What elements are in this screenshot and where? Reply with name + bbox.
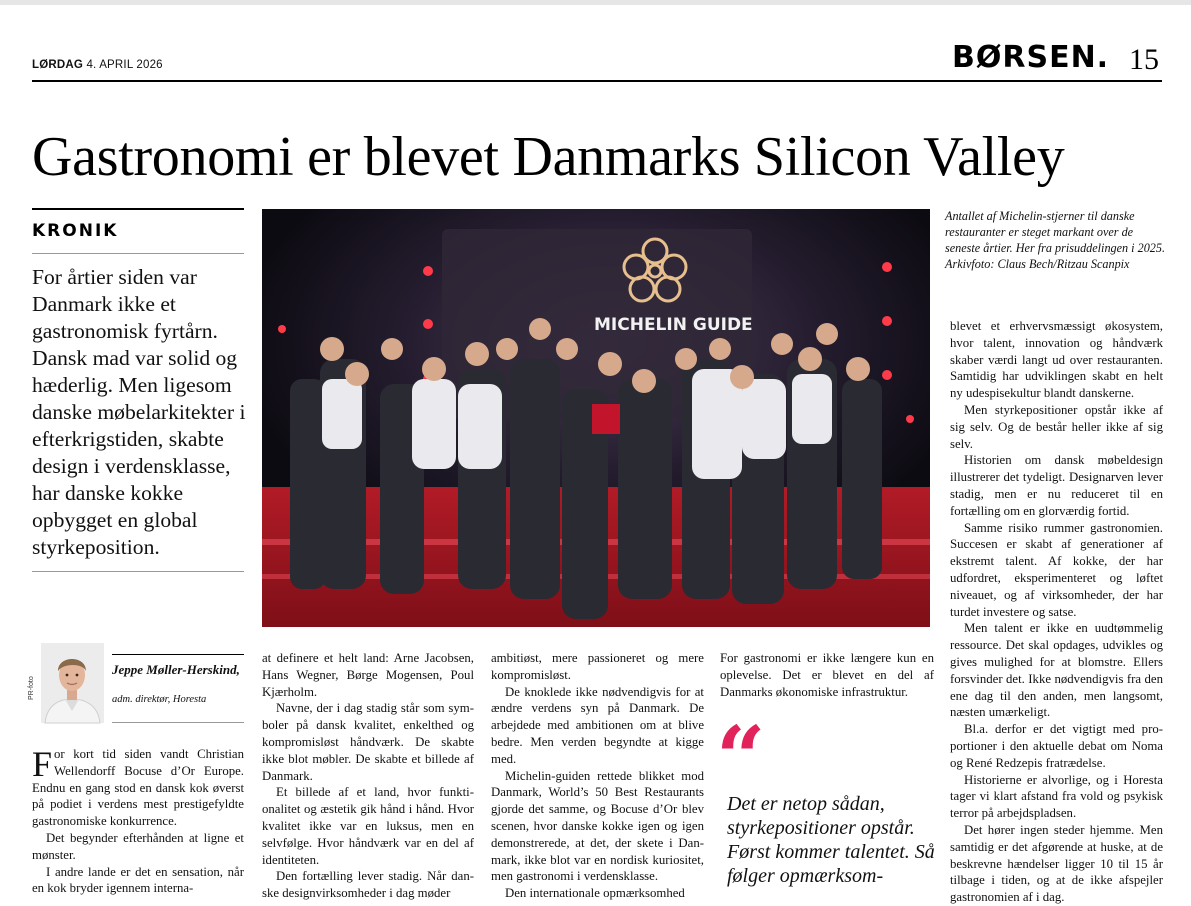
issue-date xyxy=(32,59,163,71)
body-paragraph: Bl.a. derfor er det vigtigt med proportioner i den aktuelle debat om Noma og René Redzepis fratrædelse. xyxy=(950,722,1163,770)
photo-caption-text: Antallet af Michelin-stjerner til danske restauranter er steget markant over de seneste årtier. Her fra prisuddelingen i 2025. Arkivfoto: Claus Bech/Ritzau Scanpix xyxy=(945,209,1166,271)
author-rule xyxy=(112,654,244,655)
body-paragraph: For gastronomi er ikke længere kun en oplevelse. Det er blevet en del af Danmarks økonomiske infrastruktur. xyxy=(720,651,934,699)
issue-day: LØRDAG xyxy=(32,59,84,71)
issue-date-text: 4. APRIL 2026 xyxy=(86,59,163,71)
lead-text: For årtier siden var Danmark ikke et gastronomisk fyrtårn. Dansk mad var solid og hæderlig. Men ligesom danske møbelarkitekter i efterkrigstiden, skabte design i verdensklasse, har danske kokke opbygget en global styrkeposition. xyxy=(32,265,246,559)
page-number: 15 xyxy=(1129,43,1159,76)
author-role: adm. direktør, Horesta xyxy=(112,694,207,705)
section-rule xyxy=(32,208,244,210)
author-photo xyxy=(41,643,104,723)
body-paragraph: Historien om dansk møbeldesign illustrerer det tydeligt. Designarven lever stadig, men er nu reduceret til en fortælling om en glorværdig fortid. xyxy=(950,453,1163,518)
body-paragraph: De knoklede ikke nødvendigvis for at ændre verdens syn på Danmark. De arbejdede med ambitionen om at blive bedre. Men verden begyndte at kigge med. xyxy=(491,684,704,766)
body-paragraph: Navne, der i dag stadig står som symboler på dansk kvalitet, enkelthed og kompromisløst håndværk. De skabte ikke blot møbler. De skabte et billede af Danmark. xyxy=(262,701,474,783)
article-headline: Gastronomi er blevet Danmarks Silicon Valley xyxy=(32,126,1065,188)
body-paragraph: Et billede af et land, hvor funktionalitet og æstetik gik hånd i hånd. Hvor kvalitet ikke var en luksus, men en selvfølge. Hvor håndværk var en del af identiteten. xyxy=(262,785,474,867)
paragraph-text: or kort tid siden vandt Christian Wellendorff Bocuse d’Or Europe. Endnu en gang stod en dansk kok øverst på podiet i verdens mest prestigefyldte gastronomiske konkurrence. xyxy=(32,747,244,829)
body-column-3 xyxy=(491,650,704,902)
header-rule xyxy=(32,80,1162,82)
lead-divider xyxy=(32,571,244,572)
drop-cap: F xyxy=(32,744,53,784)
body-paragraph: Det hører ingen steder hjemme. Men samtidig er det afgørende at huske, at de beskrevne hændelser ligger 10 til 15 år tilbage i tiden, og at de ikke afspejler gastronomien af i dag. xyxy=(950,822,1163,905)
body-column-1 xyxy=(32,746,244,897)
body-paragraph: Men talent er ikke en uudtømmelig ressource. Det skal opdages, udvikles og gives mulighed for at blomstre. Ellers forsvinder det. Ikke nødvendigvis fra den ene dag til den anden, men langsomt, næsten umærkeligt. xyxy=(950,621,1163,720)
body-paragraph: at definere et helt land: Arne Jacobsen, Hans Wegner, Børge Mogensen, Poul Kjærholm. xyxy=(262,651,474,699)
body-column-4 xyxy=(720,650,934,700)
body-paragraph: I andre lande er det en sensation, når en kok bryder igennem interna- xyxy=(32,864,244,896)
body-column-5 xyxy=(950,318,1163,906)
body-paragraph: Den fortælling lever stadig. Når danske designvirksomheder i dag møder xyxy=(262,869,474,901)
body-paragraph: Michelin-guiden rettede blikket mod Danmark, World’s 50 Best Restaurants gjorde det samme, og Bocuse d’Or blev scenen, hvor danske kokke igen og igen demonstrerede, at det, der skete i Danmark, ikke blot var en nordisk kuriositet, men gastronomi i verdensklasse. xyxy=(491,768,704,884)
body-paragraph: Historierne er alvorlige, og i Horesta tager vi klart afstand fra vold og psykisk terror på arbejdspladsen. xyxy=(950,772,1163,821)
body-paragraph: ambitiøst, mere passioneret og mere kompromisløst. xyxy=(491,651,704,682)
section-divider xyxy=(32,253,244,254)
author-divider xyxy=(112,722,244,723)
photo-caption xyxy=(945,208,1170,272)
body-column-2 xyxy=(262,650,474,902)
section-label: KRONIK xyxy=(32,221,119,241)
body-paragraph: Det begynder efterhånden at ligne et mønster. xyxy=(32,830,244,862)
quote-mark-icon: “ xyxy=(716,708,766,809)
body-paragraph: Den internationale opmærksomhed xyxy=(505,886,685,901)
body-paragraph: Samme risiko rummer gastronomien. Succesen er skabt af generationer af ekstremt talent. Af kokke, der har udfordret, eksperimenteret og løftet niveauet, og af virksomheder, der har turdet investere og satse. xyxy=(950,520,1163,619)
photo-credit: PR-foto xyxy=(28,676,35,700)
masthead-logo: BØRSEN. xyxy=(952,40,1110,75)
top-strip xyxy=(0,0,1191,5)
article-photo xyxy=(262,209,930,627)
photo-sign-text: MICHELIN GUIDE xyxy=(594,315,753,335)
pull-quote: Det er netop sådan, styrkepositioner opstår. Først kommer talentet. Så følger opmærksom- xyxy=(727,793,935,887)
body-paragraph: Men styrkepositioner opstår ikke af sig selv. Og de består heller ikke af sig selv. xyxy=(950,402,1163,451)
body-paragraph: blevet et erhvervsmæssigt økosystem, hvor talent, innovation og håndværk skaber værdi langt ud over restauranten. Samtidig har udviklingen skabt en helt ny udespisekultur blandt danskerne. xyxy=(950,319,1163,401)
lead-paragraph xyxy=(32,264,254,561)
body-paragraph xyxy=(32,746,244,830)
author-name: Jeppe Møller-Herskind, xyxy=(112,662,240,677)
